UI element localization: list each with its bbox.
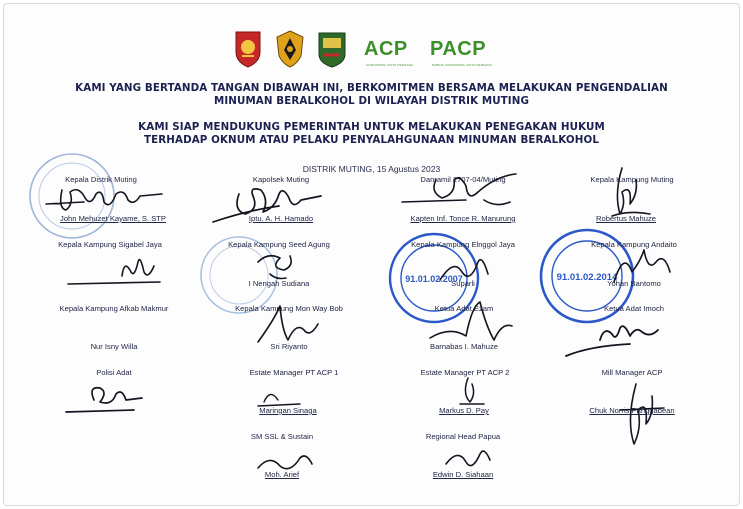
signatory-role: Kapolsek Muting [252, 175, 310, 184]
signatory-role: Regional Head Papua [425, 432, 501, 441]
signature-mill-manager [600, 380, 680, 450]
signature-kepala-kampung-elnggol [424, 250, 504, 290]
signatory-name: Maringan Sinaga [259, 406, 317, 415]
signature-estate-manager-2 [444, 374, 494, 410]
signatory-role: Mill Manager ACP [601, 368, 663, 377]
military-emblem-logo [317, 30, 347, 68]
pacp-logo-subtitle: PABRIK AGROPRIMA CIPTA PERSADA [432, 63, 493, 67]
signatory-name: Nur Isny Willa [90, 342, 138, 351]
signatory-role: Estate Manager PT ACP 2 [420, 368, 510, 377]
heading-line-1: KAMI YANG BERTANDA TANGAN DIBAWAH INI, BERKOMITMEN BERSAMA MELAKUKAN PENGENDALIAN [75, 82, 668, 94]
police-emblem-logo [275, 30, 305, 68]
signatory-role: Ketua Adat Imoch [604, 304, 664, 313]
heading-line-2: MINUMAN BERALKOHOL DI WILAYAH DISTRIK MUTING [213, 95, 529, 107]
signature-kepala-kampung-sigabel [64, 250, 174, 290]
signatory-role: Ketua Adat Ezam [434, 304, 494, 313]
signature-kepala-kampung-mon-way-bob [248, 300, 328, 350]
signatory-role: Kepala Kampung Seed Agung [228, 240, 330, 249]
signatory-name: Moh. Arief [264, 470, 300, 479]
signature-ketua-adat-ezam [420, 296, 520, 352]
signatory-name: Edwin D. Siahaan [432, 470, 494, 479]
signature-estate-manager-1 [250, 382, 310, 412]
signature-polisi-adat [64, 380, 164, 416]
acp-logo-subtitle: AGROPRIMA CIPTA PERSADA [366, 63, 414, 67]
signature-ketua-adat-imoch [560, 316, 670, 362]
signatory-role: Kepala Kampung Sigabel Jaya [58, 240, 162, 249]
place-and-date: DISTRIK MUTING, 15 Agustus 2023 [302, 164, 441, 174]
signatory-role: Kepala Kampung Muting [590, 175, 674, 184]
signature-kepala-kampung-muting [592, 164, 662, 224]
signatory-role: Kepala Kampung Afkab Makmur [59, 304, 169, 313]
pacp-logo-text: PACP [430, 38, 487, 60]
regency-emblem-logo [233, 30, 263, 68]
signatory-name: Kapten Inf. Tonce R. Manurung [410, 214, 516, 223]
signature-kepala-kampung-andaito [604, 242, 684, 286]
signatory-role: Kepala Kampung Elnggol Jaya [411, 240, 515, 249]
signatory-role: Danramil 1707-04/Muting [420, 175, 506, 184]
signatory-name: Robertus Mahuze [596, 214, 656, 223]
signatory-name: Barnabas I. Mahuze [430, 342, 498, 351]
signatory-role: Kepala Kampung Mon Way Bob [235, 304, 343, 313]
signature-kepala-kampung-seed-agung [240, 248, 310, 284]
heading-line-3: KAMI SIAP MENDUKUNG PEMERINTAH UNTUK MELAKUKAN PENEGAKAN HUKUM [138, 121, 605, 133]
heading-line-4: TERHADAP OKNUM ATAU PELAKU PENYALAHGUNAAN MINUMAN BERALKOHOL [144, 134, 599, 146]
logo-row [4, 30, 739, 70]
signatory-name: Chuk Norris Panggabean [589, 406, 675, 415]
signatory-role: Estate Manager PT ACP 1 [249, 368, 339, 377]
signatory-role: Polisi Adat [96, 368, 132, 377]
signatory-role: Kepala Kampung Andaito [591, 240, 677, 249]
signature-sm-ssl-sustain [250, 448, 320, 476]
signatory-name: Sri Riyanto [270, 342, 308, 351]
signatory-name: John Mehuzet Kayame, S. STP [60, 214, 166, 223]
signatory-name: Iptu. A. H. Hamado [248, 214, 314, 223]
signature-kapolsek [209, 180, 329, 228]
signatory-name: Markus D. Pay [439, 406, 489, 415]
signatory-name: Yohan Bantomo [607, 279, 661, 288]
signature-danramil [396, 172, 536, 222]
signature-kepala-distrik [44, 182, 174, 216]
acp-logo-text: ACP [364, 38, 408, 60]
signature-regional-head [432, 442, 502, 474]
document-sheet [3, 3, 740, 506]
ellnggol-stamp-code: 91.01.02.2007 [405, 274, 463, 284]
andaito-stamp-code: 91.01.02.2014 [556, 272, 618, 283]
signatory-name: Suparli [451, 279, 475, 288]
signatory-name: I Nengah Sudiana [248, 279, 310, 288]
signatory-role: Kepala Distrik Muting [65, 175, 137, 184]
signatory-role: SM SSL & Sustain [250, 432, 314, 441]
